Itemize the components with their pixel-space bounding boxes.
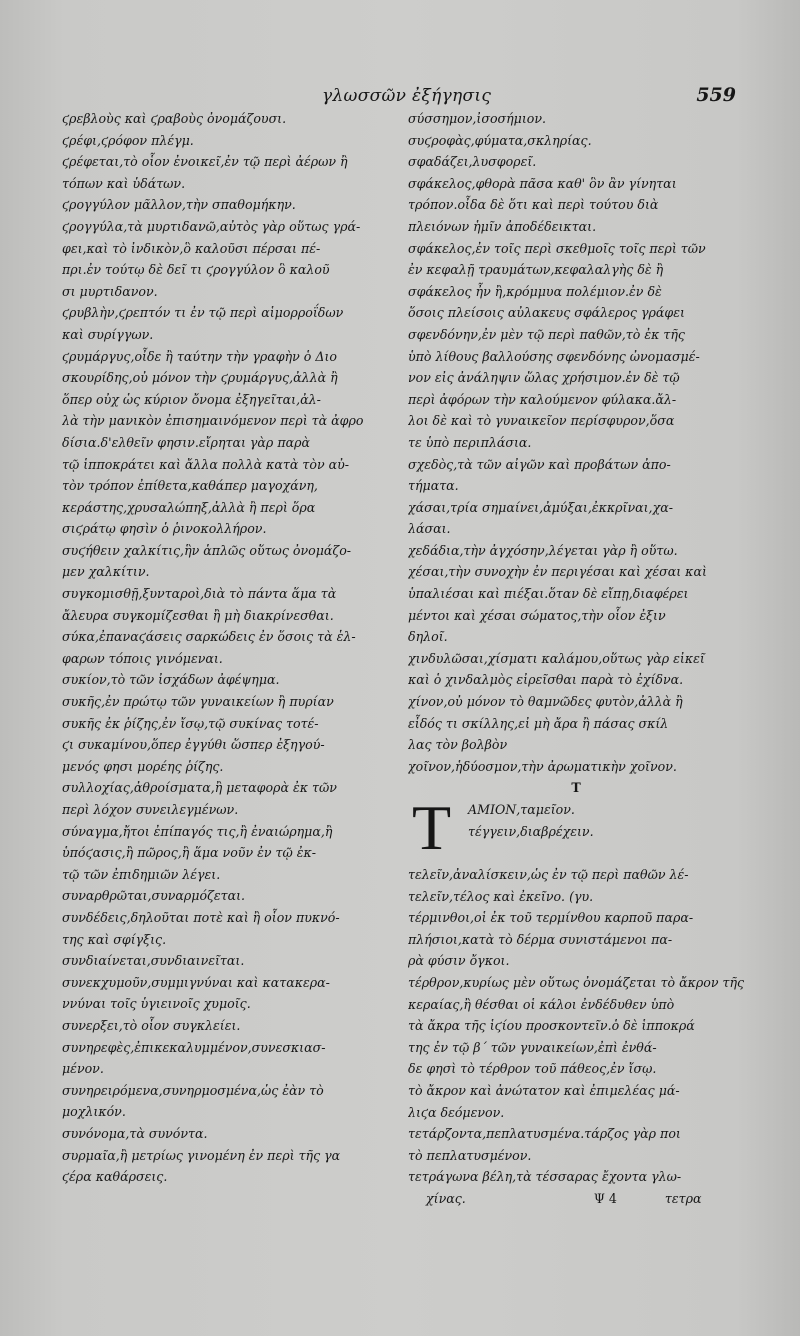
drop-cap: T (412, 792, 452, 863)
text-line: τετράγωνα βέλη,τὰ τέσσαρας ἔχοντα γλω- (408, 1169, 682, 1185)
text-line: εἶδός τι σκίλλης,εἰ μὴ ἄρα ἢ πάσας σκίλ (408, 715, 669, 731)
text-line: τέρμινθοι,οἱ ἐκ τοῦ τερμίνθου καρποῦ παρα- (408, 910, 694, 926)
text-line: συκίον,τὸ τῶν ἰσχάδων ἀφέψημα. (62, 672, 280, 688)
text-line: ϛρέφι,ϛρόφον πλέγμ. (62, 132, 194, 148)
text-line: ρὰ φύσιν ὄγκοι. (408, 953, 510, 969)
text-line: λιϛα δεόμενον. (408, 1104, 505, 1120)
text-line: σχεδὸς,τὰ τῶν αἰγῶν καὶ προβάτων ἀπο- (408, 456, 671, 472)
text-line: χινδυλῶσαι,χίσματι καλάμου,οὕτως γὰρ εἰκεῖ (408, 650, 705, 666)
right-column-entries (408, 108, 744, 777)
text-line: συρμαῖα,ἢ μετρίως γινομένη ἐν περὶ τῆς γα (62, 1147, 341, 1163)
text-line: τελεῖν,τέλος καὶ ἐκεῖνο. (γυ. (408, 888, 594, 904)
text-line: ὑπὸ λίθους βαλλούσης σφενδόνης ὠνομασμέ- (408, 348, 700, 364)
text-line: ἐν κεφαλῇ τραυμάτων,κεφαλαλγὴς δὲ ἢ (408, 262, 664, 278)
text-line: σύσσημον,ἰσοσήμιον. (408, 111, 547, 126)
text-line: σφάκελος,ἐν τοῖς περὶ σκεθμοῖς τοῖς περὶ τῶν (408, 240, 706, 256)
text-line: σφαδάζει,λυσφορεῖ. (408, 154, 537, 170)
text-line: σύναγμα,ἤτοι ἐπίπαγός τις,ἢ ἐναιώρημα,ἢ (62, 823, 333, 839)
text-line: συναρθρῶται,συναρμόζεται. (62, 888, 246, 904)
text-line: συϛήθειν χαλκίτις,ἣν ἁπλῶς οὕτως ὀνομάζο- (62, 542, 352, 558)
text-line: τὰ ἄκρα τῆς ἱϛίου προσκοντεῖν.ὁ δὲ ἱπποκρά (408, 1018, 695, 1034)
text-line: συνηρειρόμενα,συνηρμοσμένα,ὡς ἐὰν τὸ (62, 1082, 324, 1098)
text-line: τῷ ἱπποκράτει καὶ ἄλλα πολλὰ κατὰ τὸν αὐ- (62, 456, 350, 472)
text-line: περὶ λόχον συνειλεγμένων. (62, 802, 239, 817)
text-line: σκουρίδης,οὐ μόνον τὴν ϛρυμάργυς,ἀλλὰ ἢ (62, 370, 338, 386)
text-line: ϛρέφεται,τὸ οἷον ἐνοικεῖ,ἐν τῷ περὶ ἀέρων ἢ (62, 154, 348, 170)
text-line: ϛέρα καθάρσεις. (62, 1169, 168, 1185)
text-line: συκῆς ἐκ ῥίζης,ἐν ἴσῳ,τῷ συκίνας τοτέ- (62, 715, 319, 731)
text-line: σι μυρτιδανον. (62, 283, 158, 299)
text-line: κεράστης,χρυσαλώπηξ,ἀλλὰ ἢ περὶ ὅρα (62, 499, 316, 515)
text-line: λάσαι. (408, 521, 451, 537)
text-line: φαρων τόποις γινόμεναι. (62, 650, 223, 666)
text-line: συνηρεφὲς,ἐπικεκαλυμμένον,συνεσκιασ- (62, 1039, 326, 1055)
text-line: λοι δὲ καὶ τὸ γυναικεῖον περίσφυρον,ὅσα (408, 413, 675, 429)
text-line: σφάκελος ἦν ἢ,κρόμμυα πολέμιον.ἐν δὲ (408, 283, 662, 299)
text-line: ὅπερ οὐχ ὡς κύριον ὄνομα ἐξηγεῖται,ἀλ- (62, 391, 321, 407)
last-line-text: χίνας. (426, 1190, 466, 1206)
text-line: ὑπαλιέσαι καὶ πιέξαι.ὅταν δὲ εἴπῃ,διαφέρει (408, 586, 689, 602)
text-line: συνδιαίνεται,συνδιαινεῖται. (62, 953, 245, 969)
catchword: τετρα (664, 1190, 702, 1206)
text-line: πλειόνων ἡμῖν ἀποδέδεικται. (408, 218, 597, 234)
signature-line (408, 1188, 744, 1210)
opening-line-2: τέγγειν,διαβρέχειν. (468, 824, 594, 839)
text-line: πλήσιοι,κατὰ τὸ δέρμα συνιστάμενοι πα- (408, 931, 673, 947)
text-line: ὅσοις πλείσοις αὐλακευς σφάλερος γράφει (408, 305, 685, 321)
text-line: μένον. (62, 1061, 104, 1077)
text-line: συνόνομα,τὰ συνόντα. (62, 1125, 208, 1141)
text-line: ϛρογγύλα,τὰ μυρτιδανῶ,αὐτὸς γὰρ οὕτως γρά- (62, 218, 361, 234)
text-line: πρι.ἐν τούτῳ δὲ δεῖ τι ϛρογγύλον ὃ καλοῦ (62, 262, 330, 278)
text-line: συνεκχυμοῦν,συμμιγνύναι καὶ κατακερα- (62, 974, 330, 990)
text-line: ϛρεβλοὺς καὶ ϛραβοὺς ὀνομάζουσι. (62, 111, 287, 126)
text-line: μενός φησι μορέης ῥίζης. (62, 758, 224, 774)
running-title: γλωσσῶν ἐξήγησις (322, 86, 492, 106)
text-line: περὶ ἀφόρων τὴν καλούμενον φύλακα.ἄλ- (408, 391, 677, 407)
text-line: τελεῖν,ἀναλίσκειν,ὡς ἐν τῷ περὶ παθῶν λέ- (408, 867, 689, 882)
text-line: τρόπον.οἶδα δὲ ὅτι καὶ περὶ τούτου διὰ (408, 197, 659, 213)
text-line: δε φησὶ τὸ τέρθρον τοῦ πάθεος,ἐν ἴσῳ. (408, 1061, 657, 1077)
text-line: συκῆς,ἐν πρώτῳ τῶν γυναικείων ἢ πυρίαν (62, 694, 334, 710)
signature-mark: Ψ 4 (593, 1190, 617, 1206)
text-line: τόπων καὶ ὑδάτων. (62, 175, 186, 191)
text-line: συνδέδεις,δηλοῦται ποτὲ καὶ ἢ οἷον πυκνό- (62, 909, 340, 925)
text-line: ϛρογγύλον μᾶλλον,τὴν σπαθομήκην. (62, 197, 296, 213)
text-line: ννύναι τοῖς ὑγιεινοῖς χυμοῖς. (62, 996, 251, 1012)
text-line: της καὶ σφίγξις. (62, 931, 167, 947)
opening-line-1: ΑΜΙΟΝ,ταμεῖον. (468, 802, 575, 817)
left-column (62, 108, 402, 1188)
text-line: δίσια.δ'ελθεῖν φησιν.εἴρηται γὰρ παρὰ (62, 434, 311, 450)
text-line: μέντοι καὶ χέσαι σώματος,τὴν οἷον ἐξιν (408, 607, 666, 623)
text-line: φει,καὶ τὸ ἰνδικὸν,ὃ καλοῦσι πέρσαι πέ- (62, 240, 321, 256)
text-line: τῷ τῶν ἐπιδημιῶν λέγει. (62, 866, 221, 882)
text-line: ϛρυβλὴν,ϛρεπτόν τι ἐν τῷ περὶ αἱμορροΐδων (62, 305, 344, 321)
text-line: μοχλικόν. (62, 1104, 126, 1120)
text-line: νον εἰς ἀνάληψιν ὥλας χρήσιμον.ἐν δὲ τῷ (408, 370, 680, 386)
text-line: συλλοχίας,ἀθροίσματα,ἢ μεταφορὰ ἐκ τῶν (62, 780, 337, 796)
text-line: σφενδόνην,ἐν μὲν τῷ περὶ παθῶν,τὸ ἐκ τῆς (408, 326, 685, 342)
text-line: λὰ τὴν μανικὸν ἐπισημαινόμενον περὶ τὰ ἀφρο (62, 413, 364, 429)
text-line: σύκα,ἐπαναϛάσεις σαρκώδεις ἐν ὅσοις τὰ ἑλ- (62, 629, 356, 645)
text-line: τὸ ἄκρον καὶ ἀνώτατον καὶ ἐπιμελέας μά- (408, 1082, 680, 1098)
right-column (408, 108, 744, 1210)
text-line: τὸν τρόπον ἐπίθετα,καθάπερ μαγοχάνη, (62, 478, 318, 494)
section-opening (408, 792, 744, 864)
text-line: χάσαι,τρία σημαίνει,ἀμύξαι,ἐκκρῖναι,χα- (408, 499, 673, 515)
text-line: της ἐν τῷ β΄ τῶν γυναικείων,ἐπὶ ἐνθά- (408, 1039, 657, 1055)
text-line: τε ὑπὸ περιπλάσια. (408, 434, 532, 450)
text-line: καὶ ὁ χινδαλμὸς εἰρεῖσθαι παρὰ τὸ ἐχίδνα. (408, 672, 684, 688)
text-line: τέρθρον,κυρίως μὲν οὕτως ὀνομάζεται τὸ ἄκρον τῆς (408, 974, 744, 990)
text-line: καὶ συρίγγων. (62, 326, 154, 342)
text-line: χέσαι,τὴν συνοχὴν ἐν περιγέσαι καὶ χέσαι καὶ (408, 564, 707, 580)
page-number: 559 (696, 84, 736, 106)
text-line: συνερξει,τὸ οἷον συγκλείει. (62, 1017, 241, 1033)
text-line: ὑπόϛασις,ἢ πῶρος,ἢ ἅμα νοῦν ἐν τῷ ἐκ- (62, 845, 317, 861)
text-line: συγκομισθῇ,ξυνταροὶ,διὰ τὸ πάντα ἅμα τὰ (62, 586, 337, 602)
text-line: λας τὸν βολβὸν (408, 737, 508, 753)
text-line: συϛροφὰς,φύματα,σκληρίας. (408, 132, 592, 148)
text-line: μεν χαλκίτιν. (62, 564, 150, 580)
text-line: τετάρζοντα,πεπλατυσμένα.τάρζος γὰρ ποι (408, 1126, 681, 1142)
text-line: κεραίας,ἢ θέσθαι οἱ κάλοι ἐνδέδυθεν ὑπὸ (408, 996, 675, 1012)
text-line: τὸ πεπλατυσμένον. (408, 1147, 532, 1163)
section-entries (408, 864, 744, 1188)
text-line: σφάκελος,φθορὰ πᾶσα καθ' ὃν ἂν γίνηται (408, 175, 677, 191)
text-line: χοῖνον,ἡδύοσμον,τὴν ἀρωματικὴν χοῖνον. (408, 758, 677, 774)
text-line: δηλοῖ. (408, 629, 448, 645)
section-letter-heading: T (571, 780, 581, 796)
text-line: χίνον,οὐ μόνον τὸ θαμνῶδες φυτὸν,ἀλλὰ ἢ (408, 694, 683, 710)
text-line: ϛι συκαμίνου,ὅπερ ἐγγύθι ὥσπερ ἐξηγού- (62, 737, 325, 753)
text-line: σιϛράτῳ φησὶν ὁ ῥινοκολλήρον. (62, 521, 267, 537)
text-line: τήματα. (408, 478, 459, 494)
text-line: ἄλευρα συγκομίζεσθαι ἢ μὴ διακρίνεσθαι. (62, 607, 334, 623)
text-line: χεδάδια,τὴν ἀγχόσην,λέγεται γὰρ ἢ οὕτω. (408, 542, 678, 558)
text-line: ϛρυμάργυς,οἶδε ἢ ταύτην τὴν γραφὴν ὁ Διο (62, 348, 337, 364)
